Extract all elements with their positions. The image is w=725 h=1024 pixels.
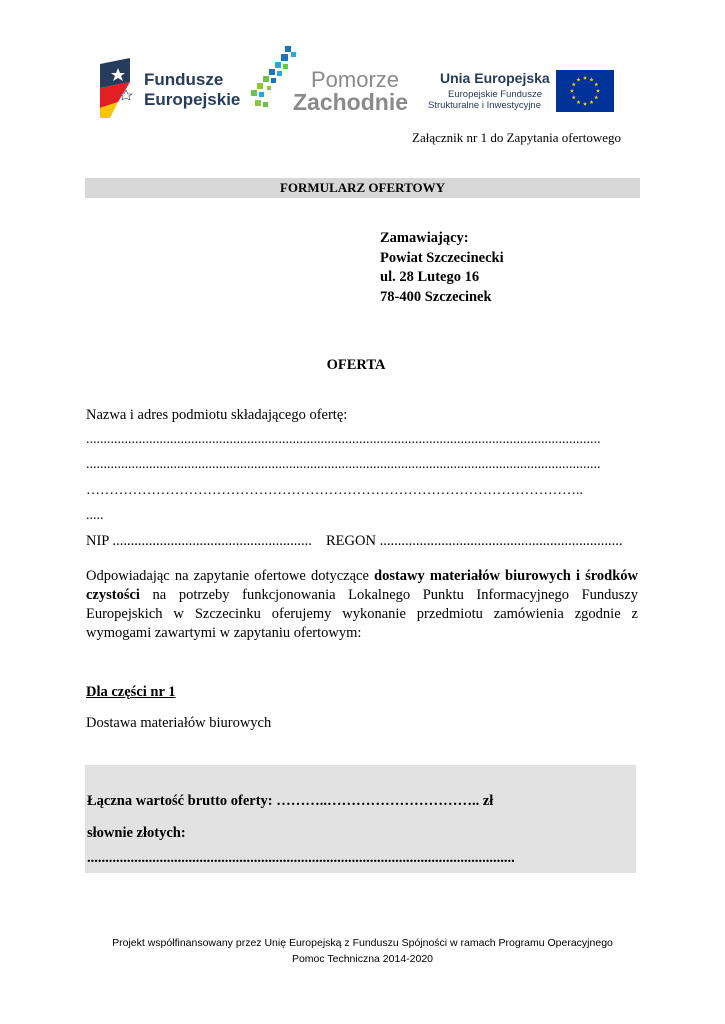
buyer-block xyxy=(380,229,504,307)
part-description: Dostawa materiałów biurowych xyxy=(86,715,272,731)
buyer-label: Zamawiający: xyxy=(380,230,469,246)
buyer-name: Powiat Szczecinecki xyxy=(380,249,504,266)
annex-label: Załącznik nr 1 do Zapytania ofertowego xyxy=(412,130,621,145)
nip-field: NIP ....................................................... xyxy=(86,533,312,549)
part-heading: Dla części nr 1 xyxy=(86,684,176,700)
intro-text-1: Odpowiadając na zapytanie ofertowe dotyczące xyxy=(86,568,375,584)
form-title-bar xyxy=(85,178,640,198)
logo-pomorze-line2: Zachodnie xyxy=(293,89,409,115)
entity-label: Nazwa i adres podmiotu składającego ofertę: xyxy=(86,407,348,423)
buyer-city: 78-400 Szczecinek xyxy=(380,288,492,305)
intro-text-2: na potrzeby funkcjonowania Lokalnego Punktu Informacyjnego Funduszy Europejskich w Szczecinku oferujemy wykonanie przedmiotu zamówienia zgodnie z wymogami zawartymi w zapytaniu ofertowym: xyxy=(86,587,638,641)
form-title: FORMULARZ OFERTOWY xyxy=(279,180,446,195)
intro-paragraph xyxy=(86,567,638,643)
logo-unia-title: Unia Europejska xyxy=(440,70,550,86)
total-box xyxy=(85,765,636,873)
fundusze-europejskie-emblem-icon xyxy=(100,58,136,118)
buyer-street: ul. 28 Lutego 16 xyxy=(380,269,480,285)
footer-line-2: Pomoc Techniczna 2014-2020 xyxy=(291,953,434,965)
entity-dots-line-2: ................................................................................................................................................... xyxy=(86,457,601,472)
logo-fundusze-line2: Europejskie xyxy=(144,90,241,109)
entity-dots-line-1: ................................................................................................................................................... xyxy=(86,432,601,447)
offer-heading: OFERTA xyxy=(326,357,386,373)
logo-unia-line2: Strukturalne i Inwestycyjne xyxy=(428,100,541,111)
logo-unia-line1: Europejskie Fundusze xyxy=(448,89,542,100)
entity-dots-line-3: …………………………………………………………………………………………….. xyxy=(86,483,583,498)
footer xyxy=(0,935,725,967)
intro-bold: dostawy materiałów biurowych i środków czystości xyxy=(86,568,639,603)
logo-unia-europejska xyxy=(428,68,618,114)
total-value-line: Łączna wartość brutto oferty: ………..………………………….. zł xyxy=(87,793,494,809)
logo-fundusze-line1: Fundusze xyxy=(144,70,224,89)
total-words-label: słownie złotych: xyxy=(87,825,186,841)
logo-fundusze-europejskie xyxy=(100,58,241,118)
total-words-dots: ...................................................................................................................... xyxy=(87,850,515,866)
logo-pomorze-zachodnie xyxy=(247,44,409,115)
logo-pomorze-line1: Pomorze xyxy=(311,67,400,92)
entity-dots-line-4: ..... xyxy=(86,508,104,523)
eu-flag-icon xyxy=(556,70,614,112)
regon-field: REGON ................................................................... xyxy=(326,533,623,549)
footer-line-1: Projekt współfinansowany przez Unię Europejską z Funduszu Spójności w ramach Programu Operacyjnego xyxy=(112,937,613,949)
